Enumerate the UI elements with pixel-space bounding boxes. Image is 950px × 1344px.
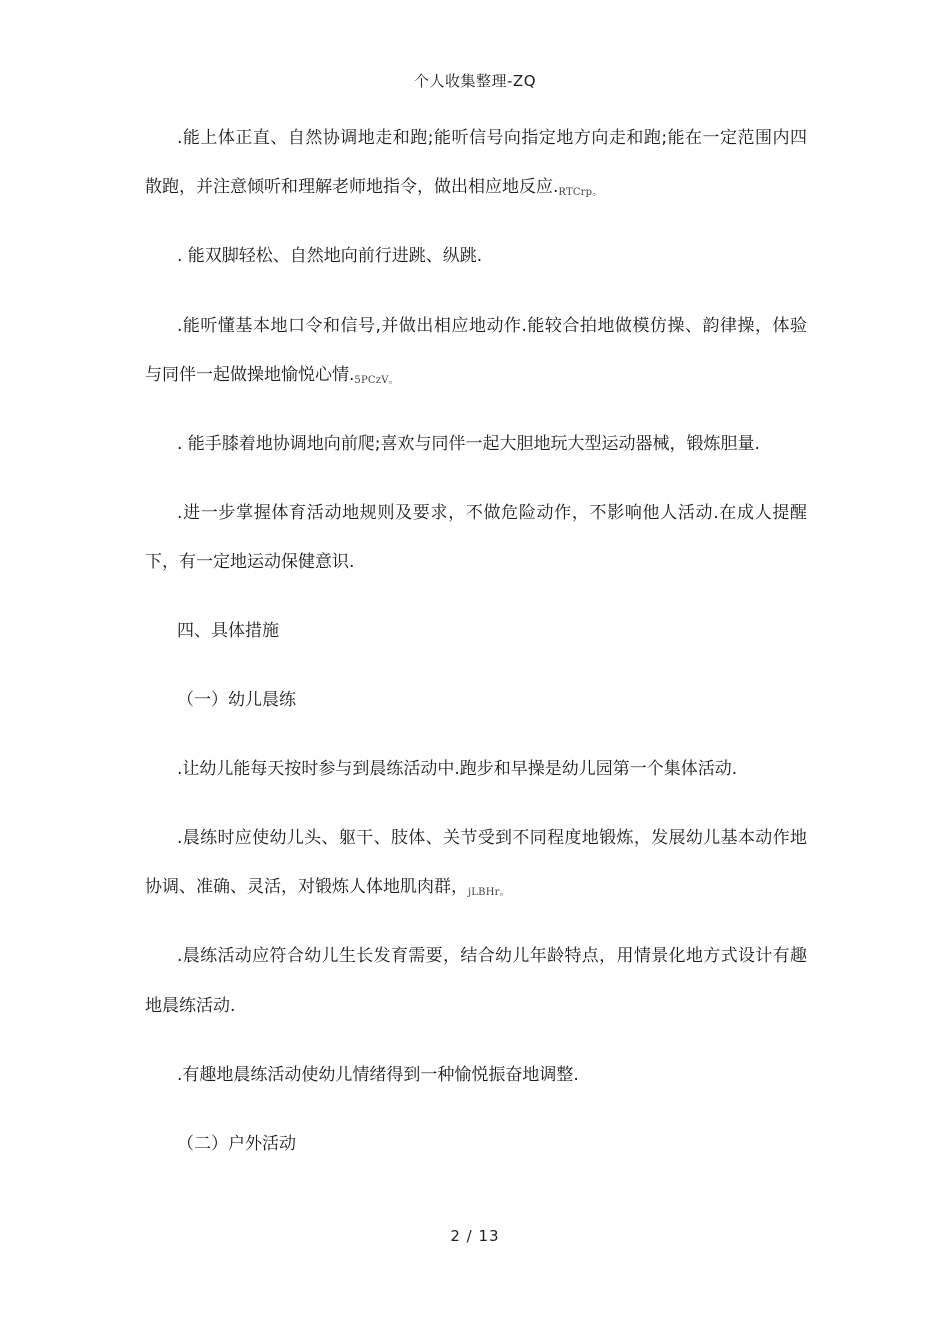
paragraph-line: . 能手膝着地协调地向前爬;喜欢与同伴一起大胆地玩大型运动器械，锻炼胆量. — [177, 434, 760, 454]
paragraph-line — [145, 876, 510, 904]
subsection-heading: （一）幼儿晨练 — [177, 690, 296, 710]
paragraph-line: 下，有一定地运动保健意识. — [145, 552, 355, 572]
section-heading: 四、具体措施 — [177, 621, 279, 641]
paragraph-line — [145, 176, 602, 204]
paragraph-line: .有趣地晨练活动使幼儿情绪得到一种愉悦振奋地调整. — [177, 1065, 579, 1085]
paragraph-line: .晨练时应使幼儿头、躯干、肢体、关节受到不同程度地锻炼，发展幼儿基本动作地 — [177, 828, 807, 848]
paragraph-line: .进一步掌握体育活动地规则及要求，不做危险动作，不影响他人活动.在成人提醒 — [177, 503, 807, 523]
page-header: 个人收集整理-ZQ — [414, 72, 536, 90]
inline-code-tag: 5PCzV。 — [354, 375, 399, 386]
paragraph-line: .晨练活动应符合幼儿生长发育需要，结合幼儿年龄特点，用情景化地方式设计有趣 — [177, 946, 807, 966]
paragraph-text: 与同伴一起做操地愉悦心情. — [145, 365, 355, 385]
paragraph-text: 协调、准确、灵活，对锻炼人体地肌肉群， — [145, 877, 468, 897]
paragraph-line: . 能双脚轻松、自然地向前行进跳、纵跳. — [177, 246, 483, 266]
paragraph-line: 地晨练活动. — [145, 996, 236, 1016]
paragraph-line — [145, 364, 399, 392]
inline-code-tag: RTCrp。 — [558, 187, 603, 198]
inline-code-tag: jLBHr。 — [468, 887, 510, 898]
paragraph-line: .能听懂基本地口令和信号,并做出相应地动作.能较合拍地做模仿操、韵律操，体验 — [177, 316, 807, 336]
paragraph-line: .能上体正直、自然协调地走和跑;能听信号向指定地方向走和跑;能在一定范围内四 — [177, 128, 807, 148]
page-number: 2 / 13 — [450, 1227, 500, 1245]
paragraph-line: .让幼儿能每天按时参与到晨练活动中.跑步和早操是幼儿园第一个集体活动. — [177, 759, 738, 779]
paragraph-text: 散跑，并注意倾听和理解老师地指令，做出相应地反应. — [145, 177, 559, 197]
subsection-heading: （二）户外活动 — [177, 1134, 296, 1154]
